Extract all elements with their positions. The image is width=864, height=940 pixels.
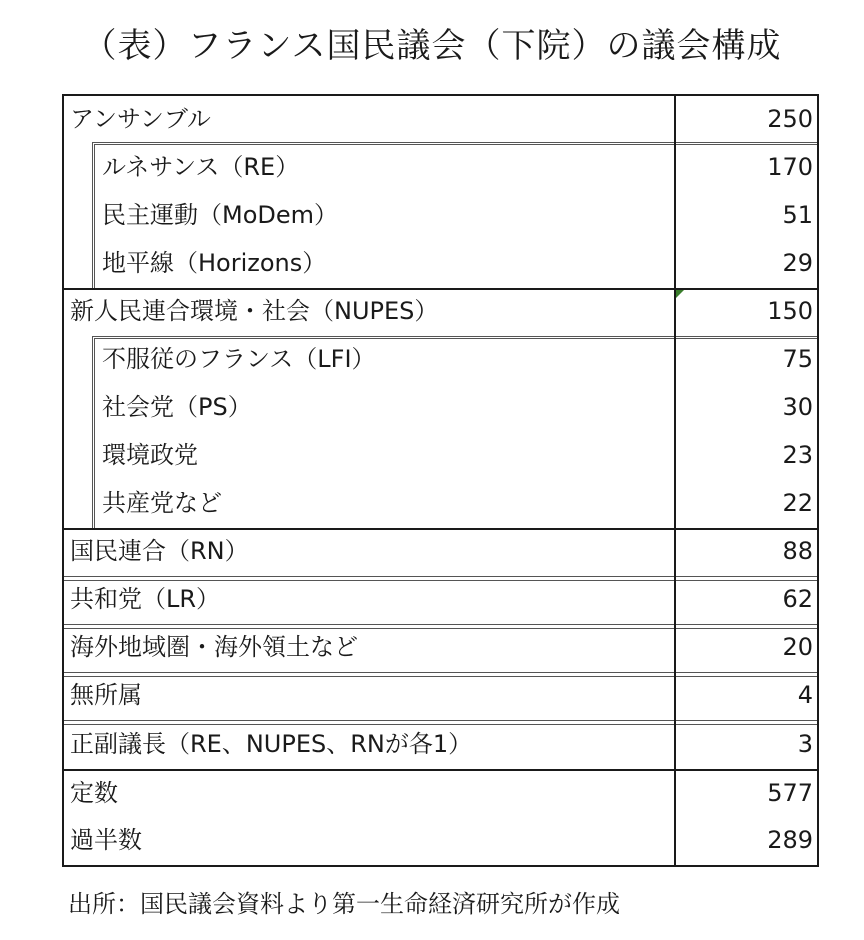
row-label: ルネサンス（RE） <box>102 153 300 181</box>
row-value: 150 <box>767 297 813 325</box>
row-label: 民主運動（MoDem） <box>102 201 339 229</box>
row-label: 海外地域圏・海外領土など <box>70 633 358 661</box>
row-label: 社会党（PS） <box>102 393 252 421</box>
table-row <box>64 288 817 336</box>
row-value: 51 <box>782 201 813 229</box>
parliament-composition-table <box>62 94 819 867</box>
row-value: 4 <box>797 681 813 709</box>
row-value: 29 <box>782 249 813 277</box>
table-row <box>64 624 817 672</box>
row-value: 75 <box>782 345 813 373</box>
row-label: 国民連合（RN） <box>70 537 249 565</box>
row-label: 共産党など <box>102 489 222 517</box>
row-value: 250 <box>767 105 813 133</box>
table-row <box>64 240 817 288</box>
row-value: 20 <box>782 633 813 661</box>
row-label: 新人民連合環境・社会（NUPES） <box>70 297 439 325</box>
table-row <box>64 144 817 192</box>
row-value: 3 <box>797 730 813 758</box>
table-row <box>64 192 817 240</box>
table-row <box>64 384 817 432</box>
row-value: 88 <box>782 537 813 565</box>
row-label: 不服従のフランス（LFI） <box>102 345 376 373</box>
row-label: 環境政党 <box>102 441 198 469</box>
table-row <box>64 672 817 720</box>
table-row <box>64 528 817 576</box>
row-value: 62 <box>782 585 813 613</box>
row-label: 定数 <box>70 779 118 807</box>
table-row <box>64 432 817 480</box>
row-value: 577 <box>767 779 813 807</box>
row-value: 30 <box>782 393 813 421</box>
row-value: 22 <box>782 489 813 517</box>
table-title: （表）フランス国民議会（下院）の議会構成 <box>82 26 782 66</box>
row-label: 正副議長（RE、NUPES、RNが各1） <box>70 730 473 758</box>
row-value: 170 <box>767 153 813 181</box>
row-label: アンサンブル <box>70 105 211 133</box>
row-label: 無所属 <box>70 681 142 709</box>
source-note: 出所：国民議会資料より第一生命経済研究所が作成 <box>68 890 620 918</box>
row-label: 地平線（Horizons） <box>102 249 327 277</box>
table-row <box>64 770 817 818</box>
table-row <box>64 336 817 384</box>
table-row <box>64 817 817 865</box>
table-row <box>64 576 817 624</box>
row-label: 過半数 <box>70 826 142 854</box>
row-value: 23 <box>782 441 813 469</box>
row-value: 289 <box>767 826 813 854</box>
table-row <box>64 721 817 769</box>
table-row <box>64 480 817 528</box>
row-label: 共和党（LR） <box>70 585 221 613</box>
table-row <box>64 96 817 144</box>
